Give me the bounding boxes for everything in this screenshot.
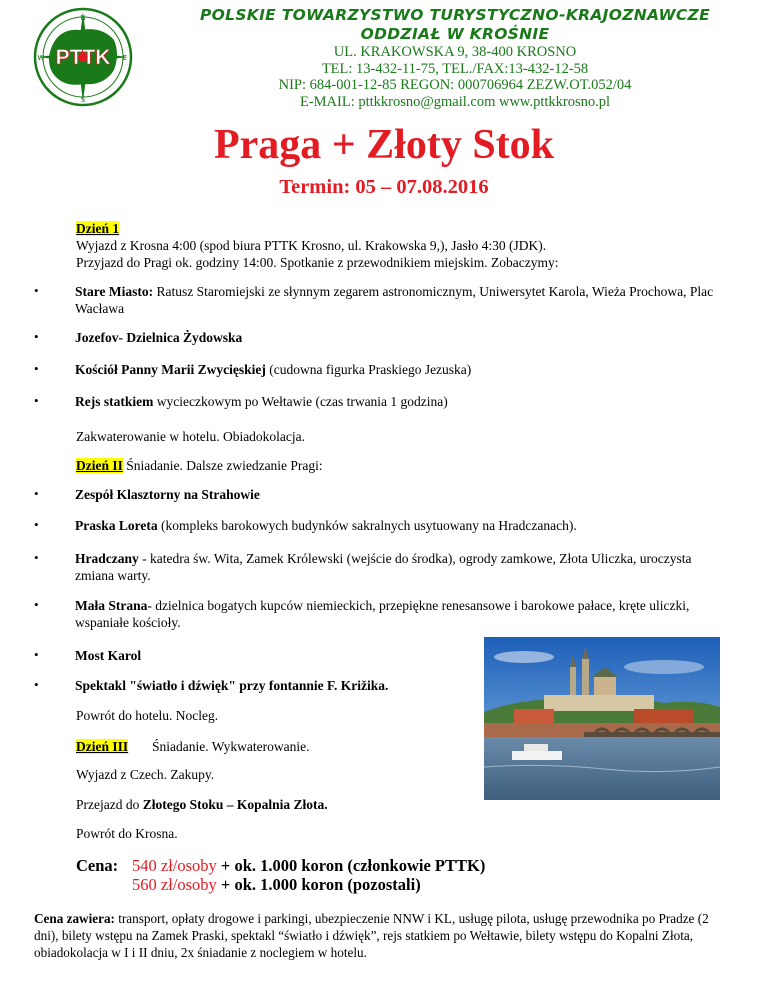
- day3-label: Dzień III: [76, 739, 129, 754]
- org-phone: TEL: 13-432-11-75, TEL./FAX:13-432-12-58: [321, 60, 589, 77]
- day1-text1: Wyjazd z Krosna 4:00 (spod biura PTTK Krosno, ul. Krakowska 9,), Jasło 4:30 (JDK).: [76, 238, 547, 253]
- day3-line2: Przejazd do Złotego Stoku – Kopalnia Złota.: [76, 797, 328, 812]
- list-item: Kościół Panny Marii Zwycięskiej (cudowna figurka Praskiego Jezuska): [75, 362, 472, 377]
- price-other-rest: + ok. 1.000 koron (pozostali): [216, 875, 421, 894]
- logo-text: PTTK: [55, 46, 111, 69]
- list-item: Praska Loreta (kompleks barokowych budynków sakralnych usytuowany na Hradczanach).: [75, 518, 577, 533]
- day2-closing: Powrót do hotelu. Nocleg.: [76, 708, 219, 723]
- bullet: •: [34, 393, 39, 408]
- compass-n: N: [80, 14, 86, 22]
- compass-w: W: [37, 54, 45, 62]
- list-item: Most Karol: [75, 648, 142, 663]
- day3-line3: Powrót do Krosna.: [76, 826, 178, 841]
- day1-header: [76, 220, 119, 237]
- day3-label-wrap: [76, 738, 128, 755]
- bullet: •: [34, 517, 39, 532]
- price-other: 560 zł/osoby: [132, 875, 217, 894]
- org-branch: ODDZIAŁ W KROŚNIE: [360, 25, 550, 43]
- org-address: UL. KRAKOWSKA 9, 38-400 KROSNO: [333, 44, 577, 60]
- org-registry: NIP: 684-001-12-85 REGON: 000706964 ZEZW.OT.052/04: [278, 77, 632, 93]
- list-item: Hradczany - katedra św. Wita, Zamek Królewski (wejście do środka), ogrody zamkowe, Złota Uliczka, uroczysta zmiana warty.: [75, 551, 692, 583]
- day2-label: Dzień II: [76, 458, 123, 473]
- list-item: Spektakl "światło i dźwięk" przy fontannie F. Križika.: [75, 678, 389, 693]
- price-member: 540 zł/osoby: [132, 856, 217, 875]
- bullet: •: [34, 597, 39, 612]
- includes-label: Cena zawiera:: [34, 911, 115, 926]
- bullet: •: [34, 283, 39, 298]
- day1-text2: Przyjazd do Pragi ok. godziny 14:00. Spotkanie z przewodnikiem miejskim. Zobaczymy:: [76, 255, 559, 270]
- pttk-logo: [30, 6, 136, 108]
- prague-photo: [484, 637, 720, 800]
- compass-e: E: [122, 54, 128, 62]
- org-contact: E-MAIL: pttkkrosno@gmail.com www.pttkkrosno.pl: [299, 93, 611, 110]
- day3-line1: Wyjazd z Czech. Zakupy.: [76, 767, 215, 782]
- bullet: •: [34, 329, 39, 344]
- price-label: Cena:: [76, 856, 119, 875]
- org-name: POLSKIE TOWARZYSTWO TURYSTYCZNO-KRAJOZNAWCZE: [200, 6, 710, 24]
- bullet: •: [34, 677, 39, 692]
- day1-closing: Zakwaterowanie w hotelu. Obiadokolacja.: [76, 429, 306, 444]
- list-item: Rejs statkiem wycieczkowym po Wełtawie (czas trwania 1 godzina): [75, 394, 448, 409]
- day3-intro: Śniadanie. Wykwaterowanie.: [152, 739, 310, 754]
- bullet: •: [34, 486, 39, 501]
- list-item: Stare Miasto: Ratusz Staromiejski ze słynnym zegarem astronomicznym, Uniwersytet Karola, Wieża Prochowa, Plac Wacława: [75, 284, 714, 316]
- day1-label: Dzień 1: [76, 221, 120, 236]
- organization-header: [150, 6, 760, 110]
- list-item: Zespół Klasztorny na Strahowie: [75, 487, 260, 502]
- trip-title: Praga + Złoty Stok: [213, 122, 555, 168]
- day2-intro: Śniadanie. Dalsze zwiedzanie Pragi:: [122, 458, 323, 473]
- bullet: •: [34, 647, 39, 662]
- includes-text: transport, opłaty drogowe i parkingi, ubezpieczenie NNW i KL, usługę pilota, usługę przewodnika po Pradze (2 dni), bilety wstępu na Zamek Praski, spektakl “światło i dźwięk”, rejs statkiem po Wełtawie, bilety wstępu do Kopalni Złota, obiadokolacja w I i II dniu, 2x śniadanie z noclegiem w hotelu.: [34, 911, 709, 960]
- compass-s: S: [80, 96, 86, 104]
- bullet: •: [34, 361, 39, 376]
- list-item: Mała Strana- dzielnica bogatych kupców niemieckich, przepiękne renesansowe i barokowe pałace, kręte uliczki, wspaniałe kościoły.: [75, 598, 690, 630]
- price-member-rest: + ok. 1.000 koron (członkowie PTTK): [216, 856, 486, 875]
- price-block: [76, 856, 486, 894]
- day2-header: [76, 457, 323, 474]
- list-item: Jozefov- Dzielnica Żydowska: [75, 330, 243, 345]
- trip-term: Termin: 05 – 07.08.2016: [279, 176, 489, 198]
- bullet: •: [34, 550, 39, 565]
- price-includes: [34, 910, 734, 961]
